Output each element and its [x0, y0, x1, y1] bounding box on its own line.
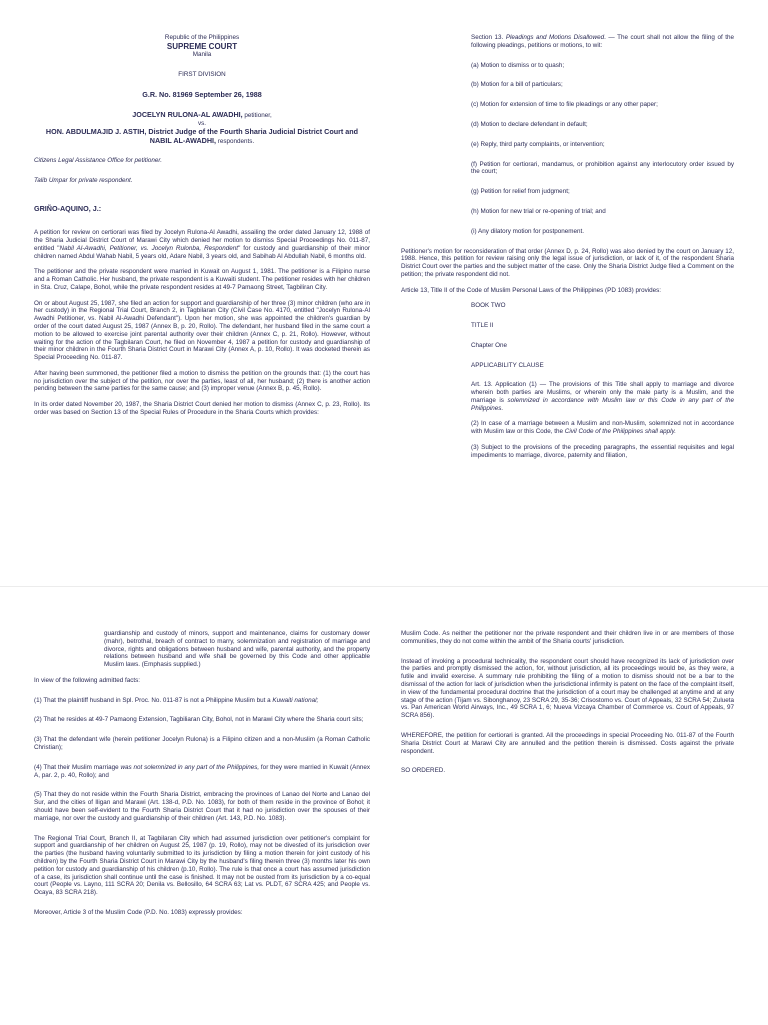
dispositive-paragraph: WHEREFORE, the petition for certiorari is granted. All the proceedings in special Proceeding No. 011-87 of the Fourth Sharia District Court at Marawi City are annulled and the petition therein is dismissed. Costs against the private respondent.	[401, 731, 734, 755]
paragraph: Petitioner's motion for reconsideration of that order (Annex D, p. 24, Rollo) was also denied by the court on January 12, 1988. Hence, this petition for review raising only the legal issue of jurisdiction, or lack of it, of the respondent Sharia District Court over the parties and the subject matter of the case. Only the Sharia District Judge filed a Comment on the petition; the private respondent did not.	[401, 247, 734, 278]
left-column-bottom	[34, 630, 370, 925]
fact-2: (2) That he resides at 49-7 Pamaong Extension, Tagbiliaran City, Bohol, not in Marawi City where the Sharia court sits;	[34, 716, 364, 724]
clause-heading: APPLICABILITY CLAUSE	[471, 361, 544, 369]
article-13-3: (3) Subject to the provisions of the preceding paragraphs, the essential requisites and legal impediments to marriage, divorce, paternity and filiation,	[471, 443, 734, 459]
paragraph: Article 13, Title II of the Code of Muslim Personal Laws of the Philippines (PD 1083) provides:	[401, 286, 662, 294]
fact-4: (4) That their Muslim marriage was not solemnized in any part of the Philippines, for they were married in Kuwait (Annex A, par. 2, p. 40, Rollo); and	[34, 763, 370, 779]
chapter-heading: Chapter One	[471, 341, 508, 349]
right-column-top	[401, 34, 734, 467]
fact-1: (1) That the plaintiff husband in Spl. Proc. No. 011-87 is not a Philippine Muslim but a Kuwaiti national;	[34, 696, 319, 704]
article-13-1: Art. 13. Application (1) — The provisions of this Title shall apply to marriage and divorce wherein both parties are Muslims, or wherein only the male party is a Muslim, and the marriage is solemnized in accordance with Muslim law or this Code in any part of the Philippines.	[471, 381, 734, 412]
court-name: SUPREME COURT	[166, 41, 238, 51]
list-item: (e) Reply, third party complaints, or intervention;	[471, 140, 605, 148]
quoted-provision: guardianship and custody of minors, support and maintenance, claims for customary dower (mahr), betrothal, breach of contract to marry, solemnization and registration of marriage and divorce, rights and obligations between husband and wife, parental authority, and the property relations between husband and wife shall be governed by this Code and other applicable Muslim laws. (Emphasis supplied.)	[104, 630, 370, 669]
republic-label: Republic of the Philippines	[164, 34, 240, 41]
division-label: FIRST DIVISION	[178, 71, 226, 78]
list-item: (c) Motion for extension of time to file pleadings or any other paper;	[471, 101, 658, 109]
paragraph: Moreover, Article 3 of the Muslim Code (P.D. No. 1083) expressly provides:	[34, 908, 243, 916]
paragraph: On or about August 25, 1987, she filed an action for support and guardianship of her three (3) minor children (who are in her custody) in the Regional Trial Court, Branch 2, in Tagbilaran City (Civil Case No. 4170, entitled "Jocelyn Rulona-Al Awadhi Petitioner, vs. Nabil Al-Awadhi Defendant"). Upon her motion, she was appointed the children's guardian by order of the court dated August 25, 1987 (Annex B, p. 20, Rollo). The defendant, her husband filed in the same court a motion to be allowed to exercise joint parental authority over their children (Annex C, p. 21, Rollo). However, without waiting for the action of the Tagbilaran Court, he filed on November 4, 1987 a petition for custody and guardianship of their minor children in the Fourth Sharia District Court in Marawi City (Annex A, p. 10, Rollo). It was docketed therein as Special Proceeding No. 011-87.	[34, 299, 370, 362]
right-column-bottom	[401, 630, 734, 783]
list-item: (b) Motion for a bill of particulars;	[471, 81, 563, 89]
case-number: G.R. No. 81969 September 26, 1988	[142, 89, 262, 99]
paragraph: Muslim Code. As neither the petitioner nor the private respondent and their children live in or are members of those communities, they do not come within the ambit of the Sharia courts' jurisdiction.	[401, 630, 734, 645]
counsel-petitioner: Citizens Legal Assistance Office for petitioner.	[34, 157, 162, 165]
left-column-top	[34, 34, 370, 424]
fact-5: (5) That they do not reside within the Fourth Sharia District, embracing the provinces of Lanao del Norte and Lanao del Sur, and the cities of Iligan and Marawi (Art. 138-d, P.D. No. 1083), for both of them reside in the province of Bohol; it should have been self-evident to the Fourth Sharia District Court that it had no jurisdiction over the spouses of their marriage, nor over the custody and guardianship of their children (Art. 143, P.D. No. 1083).	[34, 791, 370, 822]
fact-3: (3) That the defendant wife (herein petitioner Jocelyn Rulona) is a Filipino citizen and a non-Muslim (a Roman Catholic Christian);	[34, 736, 370, 751]
respondent-line: HON. ABDULMAJID J. ASTIH, District Judge of the Fourth Sharia Judicial District Court and NABIL AL-AWADHI, respondents.	[45, 126, 359, 145]
page-two	[0, 586, 768, 1025]
counsel-respondent: Talib Umpar for private respondent.	[34, 177, 133, 185]
list-item: (d) Motion to declare defendant in default;	[471, 120, 588, 128]
book-heading: BOOK TWO	[471, 302, 506, 310]
article-13-2: (2) In case of a marriage between a Muslim and non-Muslim, solemnized not in accordance with Muslim law or this Code, the Civil Code of the Philippines shall apply.	[471, 420, 734, 436]
vs-label: vs.	[197, 120, 207, 127]
paragraph: After having been summoned, the petitioner filed a motion to dismiss the petition on the grounds that: (1) the court has no jurisdiction over the subject of the petition, nor over the parties, least of all, her husband; (2) there is another action pending between the same parties for the same cause; and (3) improper venue (Annex B, p. 45, Rollo).	[34, 369, 370, 393]
list-item: (h) Motion for new trial or re-opening of trial; and	[471, 207, 606, 215]
paragraph: The petitioner and the private respondent were married in Kuwait on August 1, 1981. The petitioner is a Filipino nurse and a Roman Catholic. Her husband, the private respondent is a Kuwaiti student. The petitioner resides with her children in Sta. Cruz, Calape, Bohol, while the private respondent resides at 49-7 Pamaong Street, Tagbiliran City.	[34, 268, 370, 291]
list-item: (i) Any dilatory motion for postponement.	[471, 227, 585, 235]
list-item: (f) Petition for certiorari, mandamus, or prohibition against any interlocutory order issued by the court;	[471, 160, 734, 176]
title-heading: TITLE II	[471, 321, 494, 329]
section-13: Section 13. Pleadings and Motions Disallowed. — The court shall not allow the filing of the following pleadings, petitions or motions, to wit:	[471, 34, 734, 49]
so-ordered: SO ORDERED.	[401, 767, 446, 775]
paragraph: The Regional Trial Court, Branch II, at Tagbilaran City which had assumed jurisdiction over petitioner's complaint for support and guardianship of her children on August 25, 1987 (p. 19, Rollo), may not be divested of its jurisdiction over the parties (the husband having voluntarily submitted to its jurisdiction by filing a motion therein for joint custody of his children) by the Fourth Sharia District Court in Marawi City by the husband's filing therein three (3) months later his own petition for custody and guardianship of his children (p.10, Rollo). The rule is that once a court has assumed jurisdiction of a case, its jurisdiction shall continue until the case is finished. It may not be ousted from its jurisdiction by a co-equal court (People vs. Layno, 111 SCRA 20; Denila vs. Bellosillo, 64 SCRA 63; Lat vs. PLDT, 67 SCRA 425; and People vs. Ocaya, 83 SCRA 218).	[34, 834, 370, 897]
paragraph: Instead of invoking a procedural technicality, the respondent court should have recognized its lack of jurisdiction over the parties and promptly dismissed the action, for, without jurisdiction, all its proceedings would be, as they were, a futile and invalid exercise. A summary rule prohibiting the filing of a motion to dismiss should not be a bar to the dismissal of the action for lack of jurisdiction when the jurisdictional infirmity is patent on the face of the complaint itself, in view of the fundamental procedural doctrine that the jurisdiction of a court may be challenged at anytime and at any stage of the action (Tijam vs. Sibonghanoy, 23 SCRA 29, 35-36; Crisostomo vs. Court of Appeals, 32 SCRA 54; Zulueta vs. Pan American World Airways, Inc., 49 SCRA 1, 6; Nueva Vizcaya Chamber of Commerce vs. Court of Appeals, 97 SCRA 856).	[401, 657, 734, 720]
paragraph: A petition for review on certiorari was filed by Jocelyn Rulona-Al Awadhi, assailing the order dated January 12, 1988 of the Sharia Judicial District Court of Marawi City which denied her motion to dismiss Special Proceedings No. 011-87, entitled "Nabil Al-Awadhi, Petitioner, vs. Jocelyn Rulonba, Respondent" for custody and guardianship of their minor children named Abdul Wahab Nabil, 5 years old, Adare Nabil, 3 years old, and Sabihab Al Abdullah Nabil, 6 months old.	[34, 229, 370, 260]
list-item: (g) Petition for relief from judgment;	[471, 188, 570, 196]
paragraph: In its order dated November 20, 1987, the Sharia District Court denied her motion to dismiss (Annex C, p. 23, Rollo). Its order was based on Section 13 of the Special Rules of Procedure in the Sharia Courts which provides:	[34, 400, 370, 416]
list-item: (a) Motion to dismiss or to quash;	[471, 61, 565, 69]
facts-intro: In view of the following admitted facts:	[34, 676, 141, 684]
ponente: GRIÑO-AQUINO, J.:	[34, 203, 102, 213]
court-city: Manila	[192, 51, 212, 59]
petitioner-line: JOCELYN RULONA-AL AWADHI, petitioner,	[132, 110, 272, 120]
